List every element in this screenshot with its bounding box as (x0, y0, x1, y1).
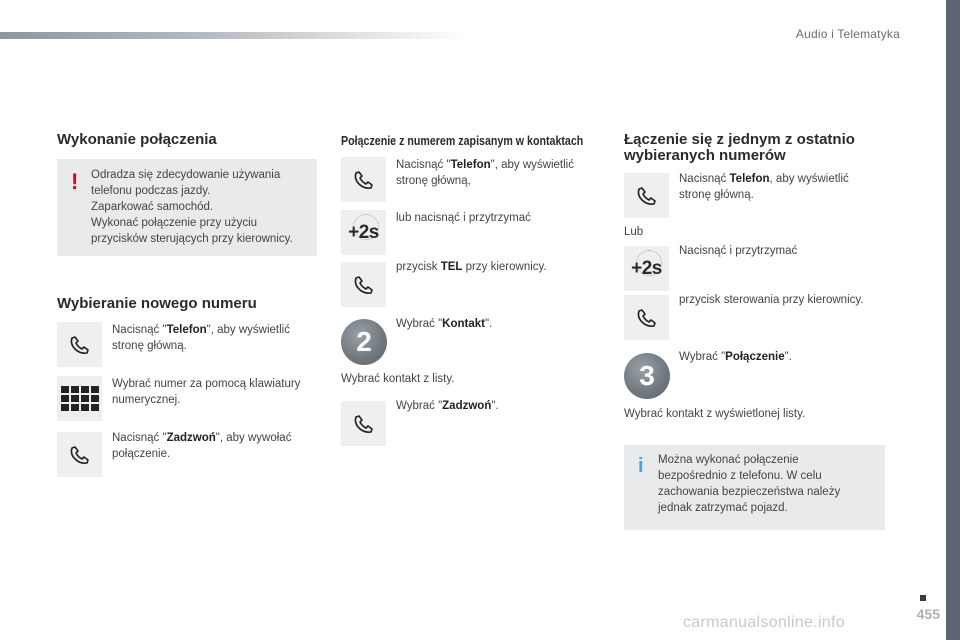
exclamation-icon: ! (71, 169, 79, 194)
phone-button-icon[interactable] (624, 173, 669, 218)
page-marker (920, 595, 926, 601)
info-text: Można wykonać połączenie bezpośrednio z telefonu. W celu zachowania bezpieczeństwa należy jednak zatrzymać pojazd. (658, 454, 841, 514)
recent-step2: Nacisnąć i przytrzymać (679, 245, 798, 257)
page-number: 455 (916, 606, 940, 622)
contact-step1: Nacisnąć "Telefon", aby wyświetlić stronę główną, (396, 159, 574, 187)
info-icon: i (638, 455, 644, 477)
new-number-step1: Nacisnąć "Telefon", aby wyświetlić stronę główną. (112, 324, 290, 352)
info-note (624, 445, 885, 530)
contact-step6: Wybrać "Zadzwoń". (396, 400, 499, 412)
keypad-icon (61, 386, 99, 411)
tel-steering-button-icon[interactable] (341, 262, 386, 307)
press-hold-2s-icon: +2s (341, 210, 386, 255)
phone-handset-icon (634, 183, 660, 209)
header-gradient-bar (0, 32, 470, 39)
heading-dial-new-number: Wybieranie nowego numeru (57, 295, 257, 312)
recent-step3: przycisk sterowania przy kierownicy. (679, 294, 864, 306)
heading-call-contact: Połączenie z numerem zapisanym w kontaktach (341, 133, 584, 148)
phone-handset-icon (351, 272, 377, 298)
contact-step4: Wybrać "Kontakt". (396, 318, 493, 330)
call-button-icon[interactable] (57, 432, 102, 477)
page-edge-tab (946, 0, 960, 640)
recent-step4: Wybrać "Połączenie". (679, 351, 792, 363)
hold-2s-button-icon[interactable] (624, 246, 669, 291)
phone-handset-icon (67, 332, 93, 358)
step-badge-2: 2 (341, 319, 387, 365)
warning-text: Odradza się zdecydowanie używania telefonu podczas jazdy. Zaparkować samochód. Wykonać połączenie przy użyciu przycisków sterujących przy kierownicy. (91, 169, 293, 245)
new-number-step3: Nacisnąć "Zadzwoń", aby wywołać połączenie. (112, 432, 292, 460)
warning-note (57, 159, 317, 256)
step-badge-3: 3 (624, 353, 670, 399)
steering-phone-button-icon[interactable] (624, 295, 669, 340)
phone-handset-icon (634, 305, 660, 331)
recent-or: Lub (624, 226, 644, 238)
press-hold-2s-icon: +2s (624, 246, 669, 291)
contact-step2: lub nacisnąć i przytrzymać (396, 212, 531, 224)
recent-step5: Wybrać kontakt z wyświetlonej listy. (624, 408, 806, 420)
phone-handset-icon (351, 411, 377, 437)
heading-make-call: Wykonanie połączenia (57, 131, 217, 148)
new-number-step2: Wybrać numer za pomocą klawiatury numerycznej. (112, 378, 301, 406)
section-title: Audio i Telematyka (795, 27, 900, 41)
contact-step5: Wybrać kontakt z listy. (341, 373, 455, 385)
phone-button-icon[interactable] (341, 157, 386, 202)
heading-recent-calls: Łączenie się z jednym z ostatnio wybieranych numerów (624, 131, 855, 164)
keypad-button-icon[interactable] (57, 376, 102, 421)
phone-handset-icon (67, 442, 93, 468)
recent-step1: Nacisnąć Telefon, aby wyświetlić stronę główną. (679, 173, 849, 201)
call-button-icon[interactable] (341, 401, 386, 446)
watermark: carmanualsonline.info (683, 614, 845, 631)
phone-button-icon[interactable] (57, 322, 102, 367)
phone-handset-icon (351, 167, 377, 193)
hold-2s-button-icon[interactable] (341, 210, 386, 255)
contact-step3: przycisk TEL przy kierownicy. (396, 261, 547, 273)
